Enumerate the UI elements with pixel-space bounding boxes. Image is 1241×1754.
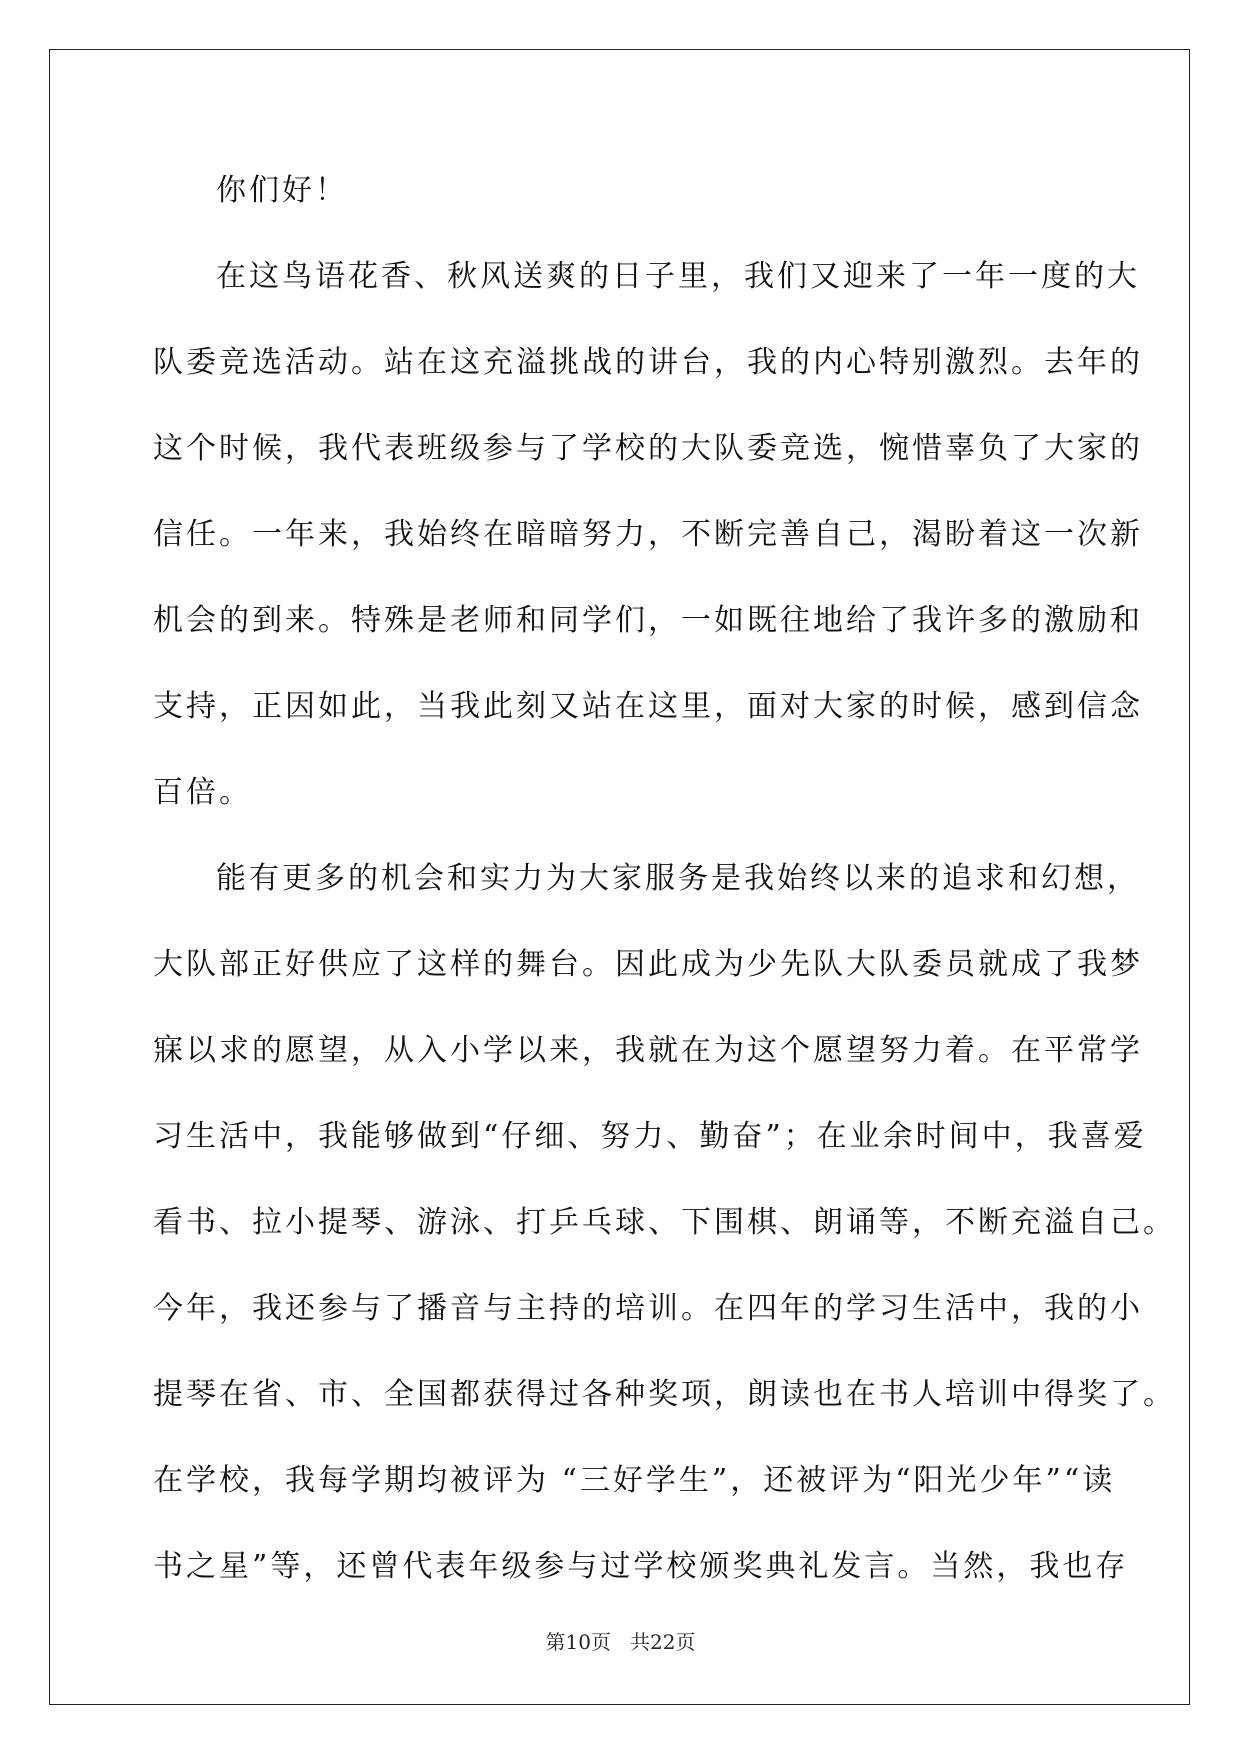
paragraph-line: 提琴在省、市、全国都获得过各种奖项，朗读也在书人培训中得奖了。 [153, 1377, 1176, 1412]
paragraph-line: 你们好！ [216, 173, 348, 208]
paragraph-line: 习生活中，我能够做到“仔细、努力、勤奋”；在业余时间中，我喜爱 [153, 1119, 1147, 1154]
paragraph-line: 在这鸟语花香、秋风送爽的日子里，我们又迎来了一年一度的大 [216, 259, 1140, 294]
paragraph-line: 支持，正因如此，当我此刻又站在这里，面对大家的时候，感到信念 [153, 689, 1143, 724]
paragraph-line: 在学校，我每学期均被评为 “三好学生”，还被评为“阳光少年”“读 [153, 1463, 1116, 1498]
paragraph-line: 能有更多的机会和实力为大家服务是我始终以来的追求和幻想， [216, 861, 1140, 896]
paragraph-line: 机会的到来。特殊是老师和同学们，一如既往地给了我许多的激励和 [153, 603, 1143, 638]
paragraph-line: 今年，我还参与了播音与主持的培训。在四年的学习生活中，我的小 [153, 1291, 1143, 1326]
page-number-footer: 第10页 共22页 [545, 1630, 696, 1654]
paragraph-line: 信任。一年来，我始终在暗暗努力，不断完善自己，渴盼着这一次新 [153, 517, 1143, 552]
paragraph-line: 寐以求的愿望，从入小学以来，我就在为这个愿望努力着。在平常学 [153, 1033, 1143, 1068]
paragraph-line: 书之星”等，还曾代表年级参与过学校颁奖典礼发言。当然，我也存 [153, 1549, 1129, 1584]
paragraph-line: 这个时候，我代表班级参与了学校的大队委竞选，惋惜辜负了大家的 [153, 431, 1143, 466]
paragraph-line: 看书、拉小提琴、游泳、打乒乓球、下围棋、朗诵等，不断充溢自己。 [153, 1205, 1176, 1240]
paragraph-line: 大队部正好供应了这样的舞台。因此成为少先队大队委员就成了我梦 [153, 947, 1143, 982]
document-body [153, 161, 1176, 1623]
paragraph-line: 队委竞选活动。站在这充溢挑战的讲台，我的内心特别激烈。去年的 [153, 345, 1143, 380]
paragraph-line: 百倍。 [153, 775, 252, 810]
